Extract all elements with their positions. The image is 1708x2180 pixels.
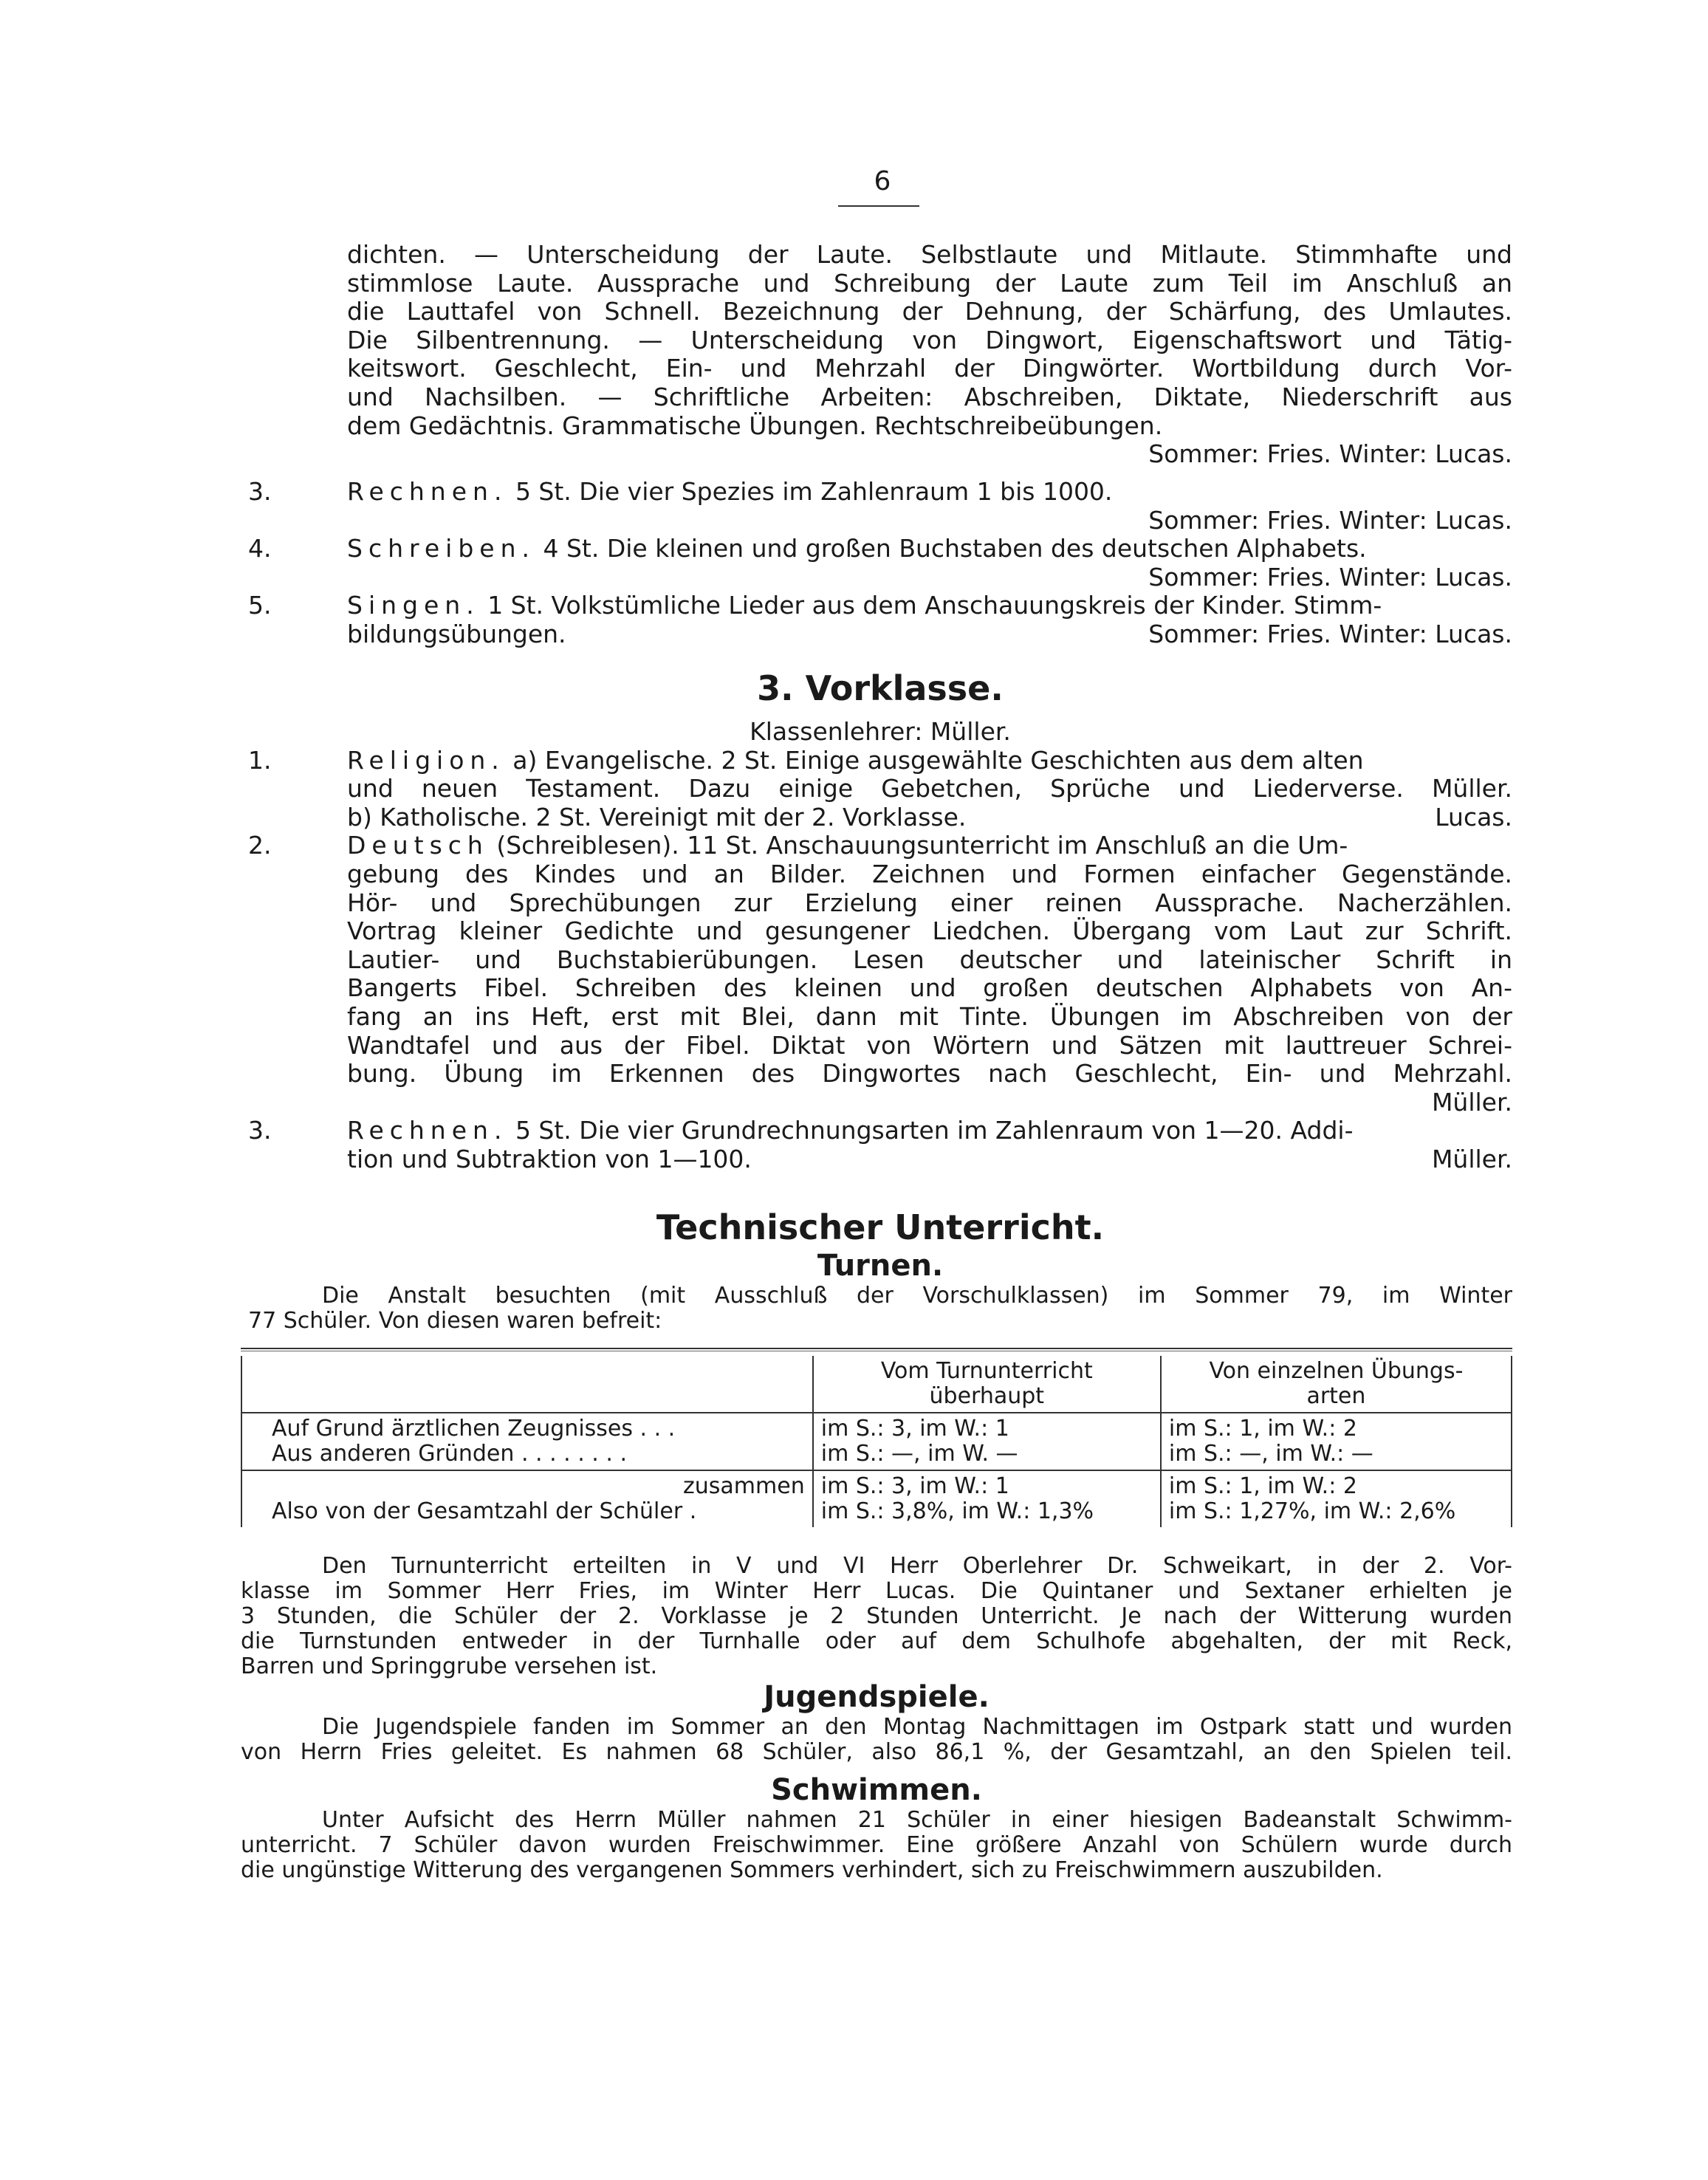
text-line: tion und Subtraktion von 1—100. xyxy=(347,1145,752,1173)
text-line: die Turnstunden entweder in der Turnhalle oder auf dem Schulhofe abgehalten, der mit Reck, xyxy=(241,1629,1512,1654)
text-line: gebung des Kindes und an Bilder. Zeichnen und Formen einfacher Gegenstände. xyxy=(347,860,1512,888)
text-line: von Herrn Fries geleitet. Es nahmen 68 Schüler, also 86,1 %, der Gesamtzahl, an den Spielen teil. xyxy=(241,1740,1512,1765)
page-number: 6 xyxy=(874,166,891,196)
table-cell: im S.: 1, im W.: 2 xyxy=(1168,1416,1357,1442)
text-line: keitswort. Geschlecht, Ein- und Mehrzahl der Dingwörter. Wortbildung durch Vor- xyxy=(347,354,1512,383)
teacher-line: Müller. xyxy=(1431,1088,1512,1117)
teacher-line: Sommer: Fries. Winter: Lucas. xyxy=(1148,506,1512,535)
table-rule xyxy=(241,1348,1512,1349)
text-line: Den Turnunterricht erteilten in V und VI Herr Oberlehrer Dr. Schweikart, in der 2. Vor- xyxy=(322,1554,1512,1579)
text-line: dichten. — Unterscheidung der Laute. Selbstlaute und Mitlaute. Stimmhafte und xyxy=(347,241,1512,269)
table-cell: im S.: 3,8%, im W.: 1,3% xyxy=(820,1499,1094,1524)
text-line: Die Silbentrennung. — Unterscheidung von Dingwort, Eigenschaftswort und Tätig- xyxy=(347,326,1512,354)
text-line: Unter Aufsicht des Herrn Müller nahmen 21 Schüler in einer hiesigen Badeanstalt Schwimm- xyxy=(322,1808,1512,1833)
intro-paragraph xyxy=(248,241,1512,469)
text-line: bildungsübungen. xyxy=(347,620,566,648)
text-line: Bangerts Fibel. Schreiben des kleinen und großen deutschen Alphabets von An- xyxy=(347,974,1512,1003)
table-cell: im S.: 1,27%, im W.: 2,6% xyxy=(1168,1499,1456,1524)
text-line: Wandtafel und aus der Fibel. Diktat von Wörtern und Sätzen mit lauttreuer Schrei- xyxy=(347,1031,1512,1060)
teacher-line: Sommer: Fries. Winter: Lucas. xyxy=(1148,440,1512,469)
text-line: Die Anstalt besuchten (mit Ausschluß der Vorschulklassen) im Sommer 79, im Winter xyxy=(322,1283,1512,1309)
table-cell: im S.: —, im W.: — xyxy=(1168,1442,1373,1467)
text-line: Barren und Springgrube versehen ist. xyxy=(241,1654,658,1679)
text-line: klasse im Sommer Herr Fries, im Winter Herr Lucas. Die Quintaner und Sextaner erhielten je xyxy=(241,1579,1512,1604)
table-cell: im S.: 3, im W.: 1 xyxy=(820,1474,1009,1499)
table-row-group xyxy=(241,1470,1512,1527)
table-cell: Aus anderen Gründen . . . . . . . . xyxy=(272,1442,627,1467)
section-vorklasse xyxy=(248,668,1512,1174)
text-line: und Nachsilben. — Schriftliche Arbeiten: Abschreiben, Diktate, Niederschrift aus xyxy=(347,383,1512,411)
subsection-title: Schwimmen. xyxy=(771,1773,982,1807)
list-item: 4. Schreiben. 4 St. Die kleinen und großen Buchstaben des deutschen Alphabets. xyxy=(248,535,1367,563)
text-line: und neuen Testament. Dazu einige Gebetchen, Sprüche und Liederverse. Müller. xyxy=(347,775,1512,803)
table-cell: Also von der Gesamtzahl der Schüler . xyxy=(272,1499,697,1524)
text-line: 3 Stunden, die Schüler der 2. Vorklasse je 2 Stunden Unterricht. Je nach der Witterung wurden xyxy=(241,1604,1512,1629)
table-cell: Auf Grund ärztlichen Zeugnisses . . . xyxy=(272,1416,676,1442)
text-line: Die Jugendspiele fanden im Sommer an den Montag Nachmittagen im Ostpark statt und wurden xyxy=(322,1715,1512,1740)
subsection-title: Jugendspiele. xyxy=(764,1680,990,1714)
section-title: Technischer Unterricht. xyxy=(656,1207,1105,1247)
table-cell: im S.: —, im W. — xyxy=(820,1442,1018,1467)
table-cell: zusammen xyxy=(683,1474,805,1499)
table-header-row xyxy=(241,1356,1512,1413)
list-item: 1. Religion. a) Evangelische. 2 St. Einige ausgewählte Geschichten aus dem alten xyxy=(248,746,1364,775)
exemption-table-wrap xyxy=(241,1348,1512,1527)
section-title: 3. Vorklasse. xyxy=(757,668,1004,708)
table-header-cell: Vom Turnunterricht überhaupt xyxy=(813,1356,1161,1413)
list-item: 2. Deutsch (Schreiblesen). 11 St. Anschauungsunterricht im Anschluß an die Um- xyxy=(248,832,1348,860)
table-row-group xyxy=(241,1413,1512,1470)
subsection-title: Turnen. xyxy=(817,1249,944,1283)
list-item: 3. Rechnen. 5 St. Die vier Spezies im Zahlenraum 1 bis 1000. xyxy=(248,478,1113,506)
teacher-line: Müller. xyxy=(1431,1145,1512,1173)
text-line: unterricht. 7 Schüler davon wurden Freischwimmer. Eine größere Anzahl von Schülern wurde durch xyxy=(241,1833,1512,1858)
teacher-line: Lucas. xyxy=(1435,803,1512,832)
list-item: 5. Singen. 1 St. Volkstümliche Lieder aus dem Anschauungskreis der Kinder. Stimm- xyxy=(248,592,1382,620)
section-technical xyxy=(248,1207,1512,1334)
text-line: Hör- und Sprechübungen zur Erzielung einer reinen Aussprache. Nacherzählen. xyxy=(347,888,1512,917)
text-line: dem Gedächtnis. Grammatische Übungen. Rechtschreibeübungen. xyxy=(347,411,1163,440)
text-line: b) Katholische. 2 St. Vereinigt mit der 2. Vorklasse. xyxy=(347,803,967,832)
teacher-line: Sommer: Fries. Winter: Lucas. xyxy=(1148,563,1512,592)
klassenlehrer: Klassenlehrer: Müller. xyxy=(750,718,1011,746)
text-line: Lautier- und Buchstabierübungen. Lesen deutscher und lateinischer Schrift in xyxy=(347,945,1512,974)
items-top xyxy=(248,478,1512,649)
text-line: die ungünstige Witterung des vergangenen Sommers verhindert, sich zu Freischwimmern auszubilden. xyxy=(241,1858,1383,1883)
turnen-text xyxy=(241,1554,1512,1679)
teacher-line: Sommer: Fries. Winter: Lucas. xyxy=(1148,620,1512,648)
text-line: stimmlose Laute. Aussprache und Schreibung der Laute zum Teil im Anschluß an xyxy=(347,269,1512,298)
list-item: 3. Rechnen. 5 St. Die vier Grundrechnungsarten im Zahlenraum von 1—20. Addi- xyxy=(248,1117,1354,1145)
text-line: 77 Schüler. Von diesen waren befreit: xyxy=(248,1309,662,1334)
exemption-table xyxy=(241,1356,1512,1527)
table-cell: im S.: 3, im W.: 1 xyxy=(820,1416,1009,1442)
page-number-rule xyxy=(838,205,919,207)
text-line: bung. Übung im Erkennen des Dingwortes nach Geschlecht, Ein- und Mehrzahl. xyxy=(347,1060,1512,1089)
text-line: fang an ins Heft, erst mit Blei, dann mit Tinte. Übungen im Abschreiben von der xyxy=(347,1002,1512,1031)
table-cell: im S.: 1, im W.: 2 xyxy=(1168,1474,1357,1499)
table-header-cell: Von einzelnen Übungs- arten xyxy=(1161,1356,1512,1413)
text-line: Vortrag kleiner Gedichte und gesungener Liedchen. Übergang vom Laut zur Schrift. xyxy=(347,917,1512,946)
section-schwimmen xyxy=(241,1772,1512,1883)
section-jugendspiele xyxy=(241,1679,1512,1765)
text-line: die Lauttafel von Schnell. Bezeichnung der Dehnung, der Schärfung, des Umlautes. xyxy=(347,298,1512,326)
